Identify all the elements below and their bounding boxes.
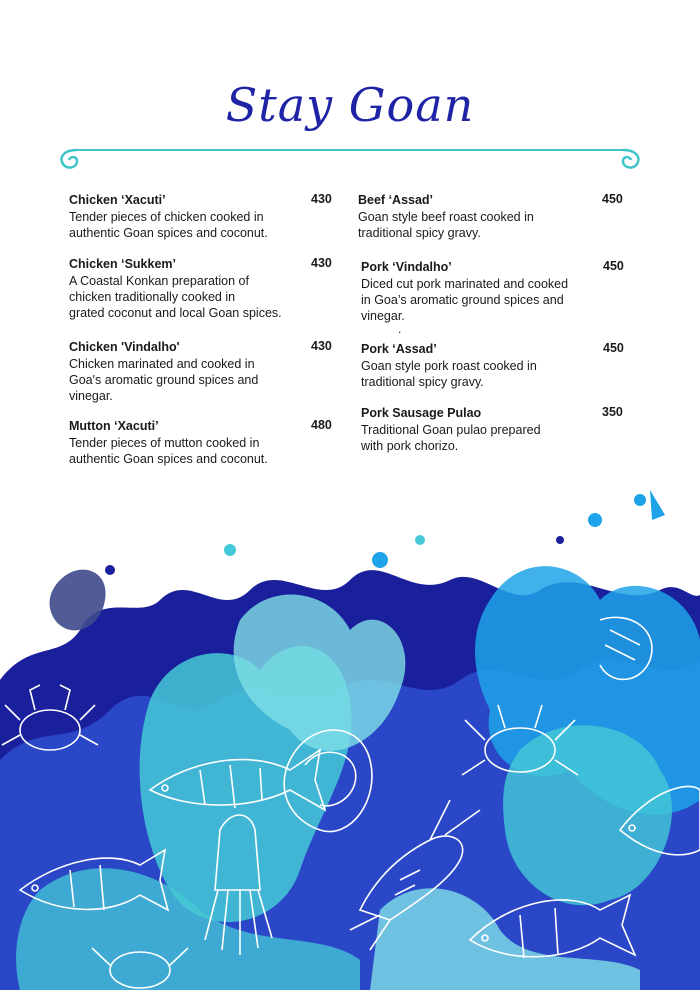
dish-price: 450 [602, 192, 623, 206]
dish-desc-line: with pork chorizo. [361, 439, 459, 453]
dish-price: 430 [311, 256, 332, 270]
dish-desc-line: Diced cut pork marinated and cooked [361, 277, 569, 291]
dish-name: Chicken 'Vindalho' [69, 340, 180, 354]
sea-splash-artwork [0, 470, 700, 990]
dish-chicken-vindalho [69, 339, 299, 404]
dish-desc-line: Tender pieces of mutton cooked in [69, 436, 260, 450]
menu-title: Stay Goan [225, 78, 475, 132]
dish-desc-line: traditional spicy gravy. [361, 375, 484, 389]
dish-desc-line: authentic Goan spices and coconut. [69, 226, 268, 240]
dish-price: 430 [311, 339, 332, 353]
dish-name: Pork Sausage Pulao [361, 406, 482, 420]
dish-desc-line: Goan style pork roast cooked in [361, 359, 537, 373]
dish-name: Chicken ‘Xacuti’ [69, 193, 166, 207]
dish-beef-assad [358, 192, 578, 241]
dish-name: Beef ‘Assad’ [358, 193, 434, 207]
dish-desc-line: traditional spicy gravy. [358, 226, 481, 240]
dish-name: Chicken ‘Sukkem’ [69, 257, 176, 271]
dish-desc-line: Goa's aromatic ground spices and [69, 373, 259, 387]
dish-desc-line: Chicken marinated and cooked in [69, 357, 255, 371]
dish-desc-line: in Goa’s aromatic ground spices and [361, 293, 564, 307]
dish-chicken-xacuti [69, 192, 299, 241]
dish-desc-line: vinegar. [69, 389, 113, 403]
dish-desc-line: grated coconut and local Goan spices. [69, 306, 282, 320]
dish-desc-line: Goan style beef roast cooked in [358, 210, 534, 224]
dish-desc-line: chicken traditionally cooked in [69, 290, 236, 304]
stray-mark: . [398, 322, 402, 336]
dish-desc-line: A Coastal Konkan preparation of [69, 274, 249, 288]
dish-price: 450 [603, 341, 624, 355]
dish-price: 450 [603, 259, 624, 273]
dish-name: Pork ‘Vindalho’ [361, 260, 452, 274]
dish-price: 430 [311, 192, 332, 206]
dish-mutton-xacuti [69, 418, 299, 467]
dish-desc-line: Tender pieces of chicken cooked in [69, 210, 264, 224]
dish-desc-line: authentic Goan spices and coconut. [69, 452, 268, 466]
dish-price: 350 [602, 405, 623, 419]
dish-desc-line: vinegar. [361, 309, 405, 323]
dish-name: Mutton ‘Xacuti’ [69, 419, 159, 433]
dish-name: Pork ‘Assad’ [361, 342, 437, 356]
dish-pork-assad [361, 341, 581, 390]
dish-pork-vindalho [361, 259, 591, 324]
dish-price: 480 [311, 418, 332, 432]
wave-divider-icon [55, 146, 645, 176]
dish-desc-line: Traditional Goan pulao prepared [361, 423, 541, 437]
dish-chicken-sukkem [69, 256, 309, 321]
dish-pork-sausage-pulao [361, 405, 581, 454]
